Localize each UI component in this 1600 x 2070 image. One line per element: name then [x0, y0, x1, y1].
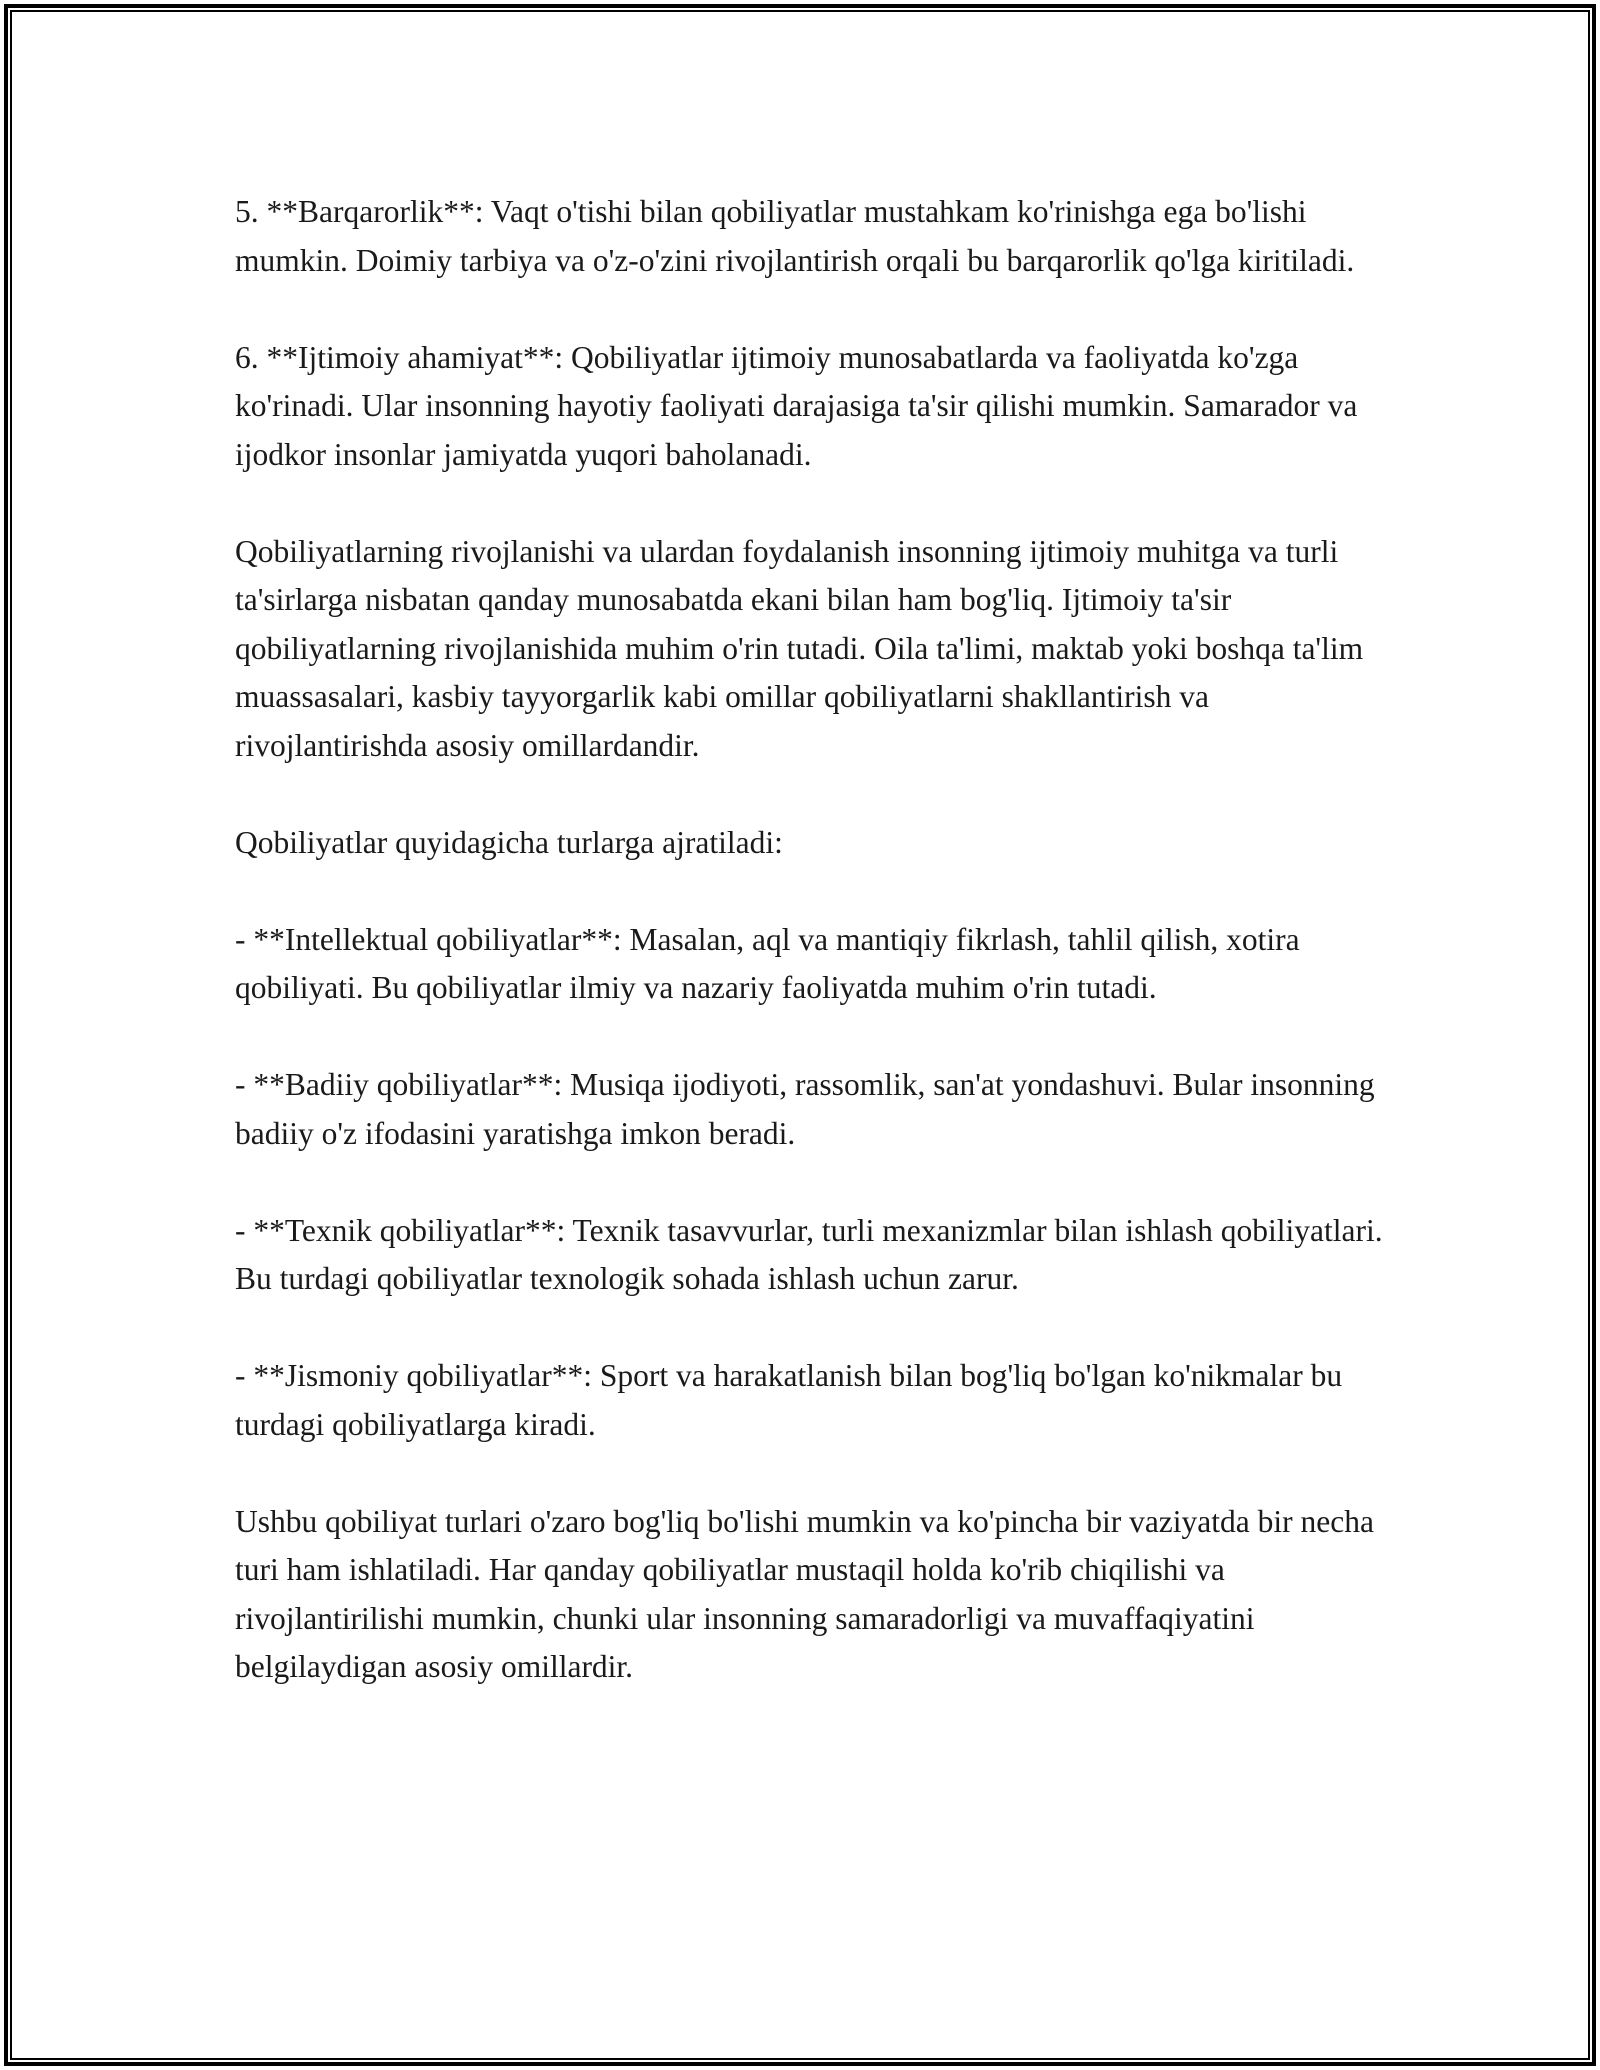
- document-body: [235, 188, 1385, 1692]
- paragraph-ijtimoiy-tasir: Qobiliyatlarning rivojlanishi va ulardan foydalanish insonning ijtimoiy muhitga va turli ta'sirlarga nisbatan qanday munosabatda ekani bilan ham bog'liq. Ijtimoiy ta'sir qobiliyatlarning rivojlanishida muhim o'rin tutadi. Oila ta'limi, maktab yoki boshqa ta'lim muassasalari, kasbiy tayyorgarlik kabi omillar qobiliyatlarni shakllantirish va rivojlantirishda asosiy omillardandir.: [235, 533, 1364, 763]
- list-item-intellektual: - **Intellektual qobiliyatlar**: Masalan, aql va mantiqiy fikrlash, tahlil qilish, xotira qobiliyati. Bu qobiliyatlar ilmiy va nazariy faoliyatda muhim o'rin tutadi.: [235, 921, 1300, 1005]
- list-item-badiiy: - **Badiiy qobiliyatlar**: Musiqa ijodiyoti, rassomlik, san'at yondashuvi. Bular insonning badiiy o'z ifodasini yaratishga imkon beradi.: [235, 1067, 1375, 1151]
- paragraph-barqarorlik: 5. **Barqarorlik**: Vaqt o'tishi bilan qobiliyatlar mustahkam ko'rinishga ega bo'lishi mumkin. Doimiy tarbiya va o'z-o'zini rivojlantirish orqali bu barqarorlik qo'lga kiritiladi.: [235, 194, 1355, 278]
- paragraph-turlar-intro: Qobiliyatlar quyidagicha turlarga ajratiladi:: [235, 824, 783, 860]
- list-item-jismoniy: - **Jismoniy qobiliyatlar**: Sport va harakatlanish bilan bog'liq bo'lgan ko'nikmalar bu turdagi qobiliyatlarga kiradi.: [235, 1358, 1343, 1442]
- paragraph-ijtimoiy-ahamiyat: 6. **Ijtimoiy ahamiyat**: Qobiliyatlar ijtimoiy munosabatlarda va faoliyatda ko'zga ko'rinadi. Ular insonning hayotiy faoliyati darajasiga ta'sir qilishi mumkin. Samarador va ijodkor insonlar jamiyatda yuqori baholanadi.: [235, 339, 1358, 472]
- list-item-texnik: - **Texnik qobiliyatlar**: Texnik tasavvurlar, turli mexanizmlar bilan ishlash qobiliyatlari. Bu turdagi qobiliyatlar texnologik sohada ishlash uchun zarur.: [235, 1212, 1383, 1296]
- paragraph-conclusion: Ushbu qobiliyat turlari o'zaro bog'liq bo'lishi mumkin va ko'pincha bir vaziyatda bir necha turi ham ishlatiladi. Har qanday qobiliyatlar mustaqil holda ko'rib chiqilishi va rivojlantirilishi mumkin, chunki ular insonning samaradorligi va muvaffaqiyatini belgilaydigan asosiy omillardir.: [235, 1503, 1374, 1684]
